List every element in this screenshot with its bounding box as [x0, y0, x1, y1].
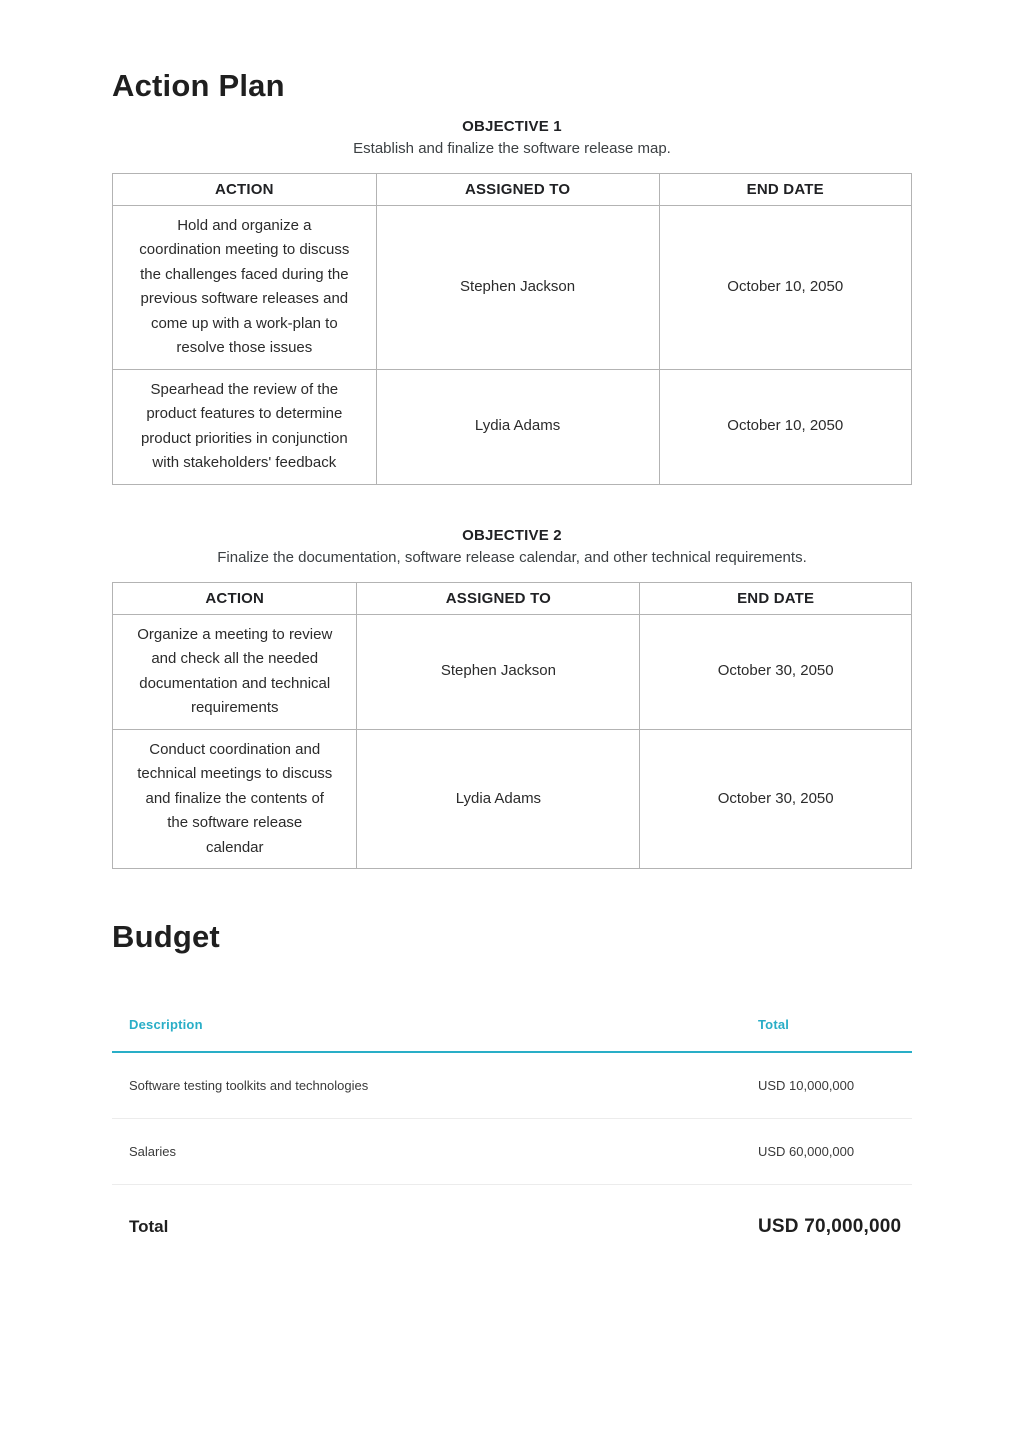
cell-end-date: October 30, 2050 — [640, 729, 912, 869]
cell-action: Hold and organize a coordination meeting to discuss the challenges faced during the previous software releases and come up with a work-plan to resolve those issues — [113, 205, 377, 369]
objective-2-section — [112, 527, 912, 870]
budget-row — [112, 1053, 912, 1119]
cell-assigned-to: Stephen Jackson — [376, 205, 659, 369]
action-plan-heading: Action Plan — [112, 68, 285, 103]
table-row — [113, 205, 912, 369]
objective-2-description: Finalize the documentation, software release calendar, and other technical requirements. — [217, 548, 807, 566]
objective-1-table — [112, 173, 912, 485]
budget-row — [112, 1119, 912, 1185]
budget-table — [112, 1017, 912, 1266]
budget-total-row — [112, 1185, 912, 1266]
table-header-row — [113, 173, 912, 205]
column-header-assigned-to: ASSIGNED TO — [357, 582, 640, 614]
budget-heading: Budget — [112, 919, 220, 955]
budget-item-total: USD 60,000,000 — [758, 1144, 855, 1160]
cell-end-date: October 10, 2050 — [659, 369, 912, 484]
objective-2-table — [112, 582, 912, 870]
budget-item-description: Software testing toolkits and technologies — [129, 1078, 369, 1094]
objective-2-title: OBJECTIVE 2 — [462, 526, 562, 544]
cell-action: Conduct coordination and technical meetings to discuss and finalize the contents of the software release calendar — [113, 729, 357, 869]
column-header-action: ACTION — [113, 582, 357, 614]
column-header-action: ACTION — [113, 173, 377, 205]
table-row — [113, 369, 912, 484]
budget-total-value: USD 70,000,000 — [758, 1216, 902, 1238]
column-header-end-date: END DATE — [659, 173, 912, 205]
cell-end-date: October 10, 2050 — [659, 205, 912, 369]
cell-assigned-to: Lydia Adams — [357, 729, 640, 869]
table-row — [113, 614, 912, 729]
cell-action: Spearhead the review of the product features to determine product priorities in conjunction with stakeholders' feedback — [113, 369, 377, 484]
cell-assigned-to: Lydia Adams — [376, 369, 659, 484]
budget-total-label: Total — [129, 1217, 169, 1237]
objective-1-title: OBJECTIVE 1 — [462, 117, 562, 135]
cell-end-date: October 30, 2050 — [640, 614, 912, 729]
objective-1-description: Establish and finalize the software release map. — [353, 139, 671, 157]
budget-header-row — [112, 1017, 912, 1053]
budget-column-description: Description — [129, 1017, 203, 1033]
budget-column-total: Total — [758, 1017, 790, 1033]
cell-action: Organize a meeting to review and check all the needed documentation and technical requirements — [113, 614, 357, 729]
objective-1-section — [112, 118, 912, 485]
budget-item-total: USD 10,000,000 — [758, 1078, 855, 1094]
budget-item-description: Salaries — [129, 1144, 176, 1160]
cell-assigned-to: Stephen Jackson — [357, 614, 640, 729]
column-header-end-date: END DATE — [640, 582, 912, 614]
column-header-assigned-to: ASSIGNED TO — [376, 173, 659, 205]
table-header-row — [113, 582, 912, 614]
table-row — [113, 729, 912, 869]
